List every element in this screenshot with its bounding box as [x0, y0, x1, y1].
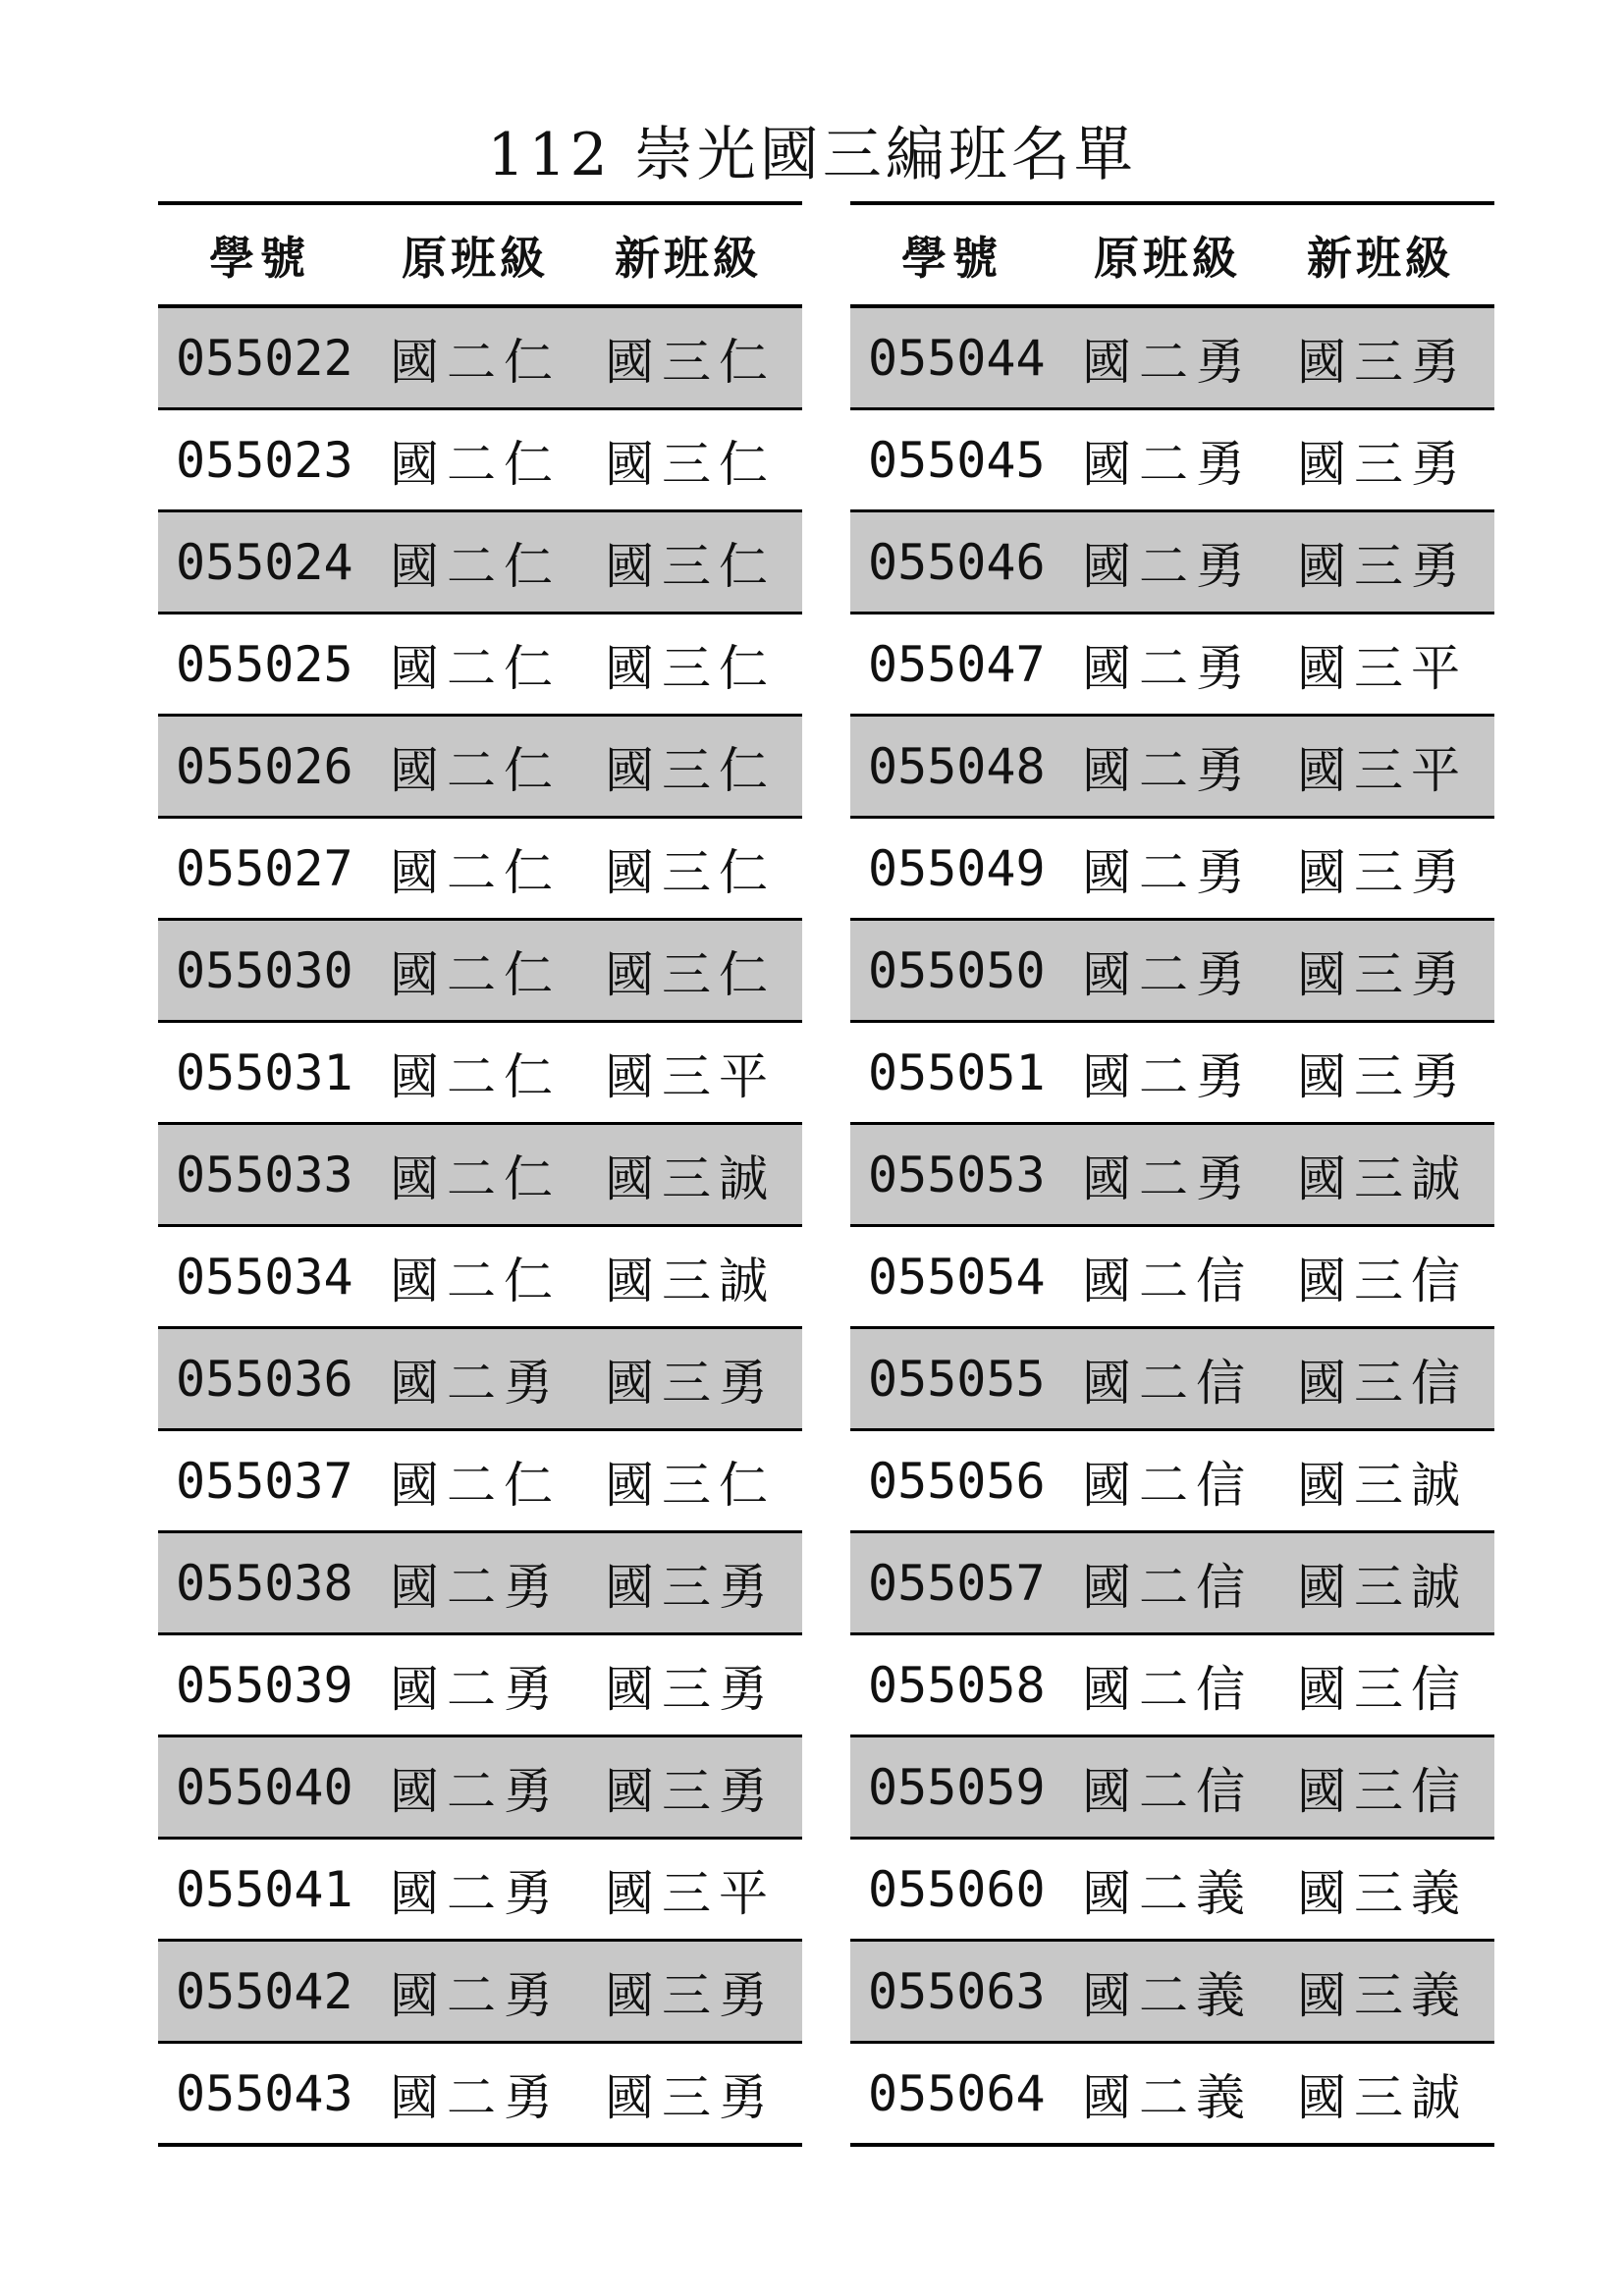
table-row	[850, 1227, 1494, 1329]
old-class-cell: 國二仁	[390, 537, 561, 595]
student-id-cell: 055030	[176, 941, 353, 999]
new-class-cell: 國三平	[605, 1047, 776, 1105]
new-class-cell: 國三信	[1297, 1354, 1468, 1412]
table-row	[158, 614, 802, 717]
table-header	[850, 205, 1494, 308]
old-class-cell: 國二仁	[390, 435, 561, 493]
new-class-cell: 國三仁	[605, 1456, 776, 1514]
student-id-cell: 055050	[868, 941, 1046, 999]
student-id-cell: 055047	[868, 635, 1046, 693]
new-class-cell: 國三仁	[605, 537, 776, 595]
table-row	[850, 1635, 1494, 1737]
table-header	[158, 205, 802, 308]
old-class-cell: 國二信	[1082, 1354, 1253, 1412]
table-row	[158, 2044, 802, 2147]
old-class-cell: 國二勇	[390, 1558, 561, 1616]
table-row	[850, 1840, 1494, 1942]
table-row	[850, 614, 1494, 717]
table-row	[158, 1125, 802, 1227]
old-class-cell: 國二信	[1082, 1660, 1253, 1718]
student-id-cell: 055040	[176, 1758, 353, 1816]
student-id-cell: 055039	[176, 1656, 353, 1714]
student-id-cell: 055046	[868, 533, 1046, 591]
new-class-cell: 國三誠	[1297, 1558, 1468, 1616]
table-row	[158, 1737, 802, 1840]
student-id-cell: 055051	[868, 1043, 1046, 1101]
student-id-cell: 055041	[176, 1860, 353, 1918]
student-id-cell: 055059	[868, 1758, 1046, 1816]
new-class-cell: 國三勇	[1297, 945, 1468, 1003]
table-row	[850, 1125, 1494, 1227]
student-id-cell: 055044	[868, 329, 1046, 387]
new-class-cell: 國三勇	[605, 1660, 776, 1718]
table-row	[850, 410, 1494, 512]
student-id-cell: 055033	[176, 1146, 353, 1203]
table-row	[158, 308, 802, 410]
new-class-cell: 國三仁	[605, 435, 776, 493]
header-new-class: 新班級	[615, 231, 762, 285]
new-class-cell: 國三信	[1297, 1660, 1468, 1718]
old-class-cell: 國二勇	[390, 1864, 561, 1922]
student-id-cell: 055054	[868, 1248, 1046, 1306]
old-class-cell: 國二信	[1082, 1456, 1253, 1514]
old-class-cell: 國二仁	[390, 1047, 561, 1105]
new-class-cell: 國三信	[1297, 1252, 1468, 1309]
student-id-cell: 055049	[868, 839, 1046, 897]
old-class-cell: 國二勇	[1082, 537, 1253, 595]
new-class-cell: 國三勇	[1297, 537, 1468, 595]
table-row	[158, 1840, 802, 1942]
old-class-cell: 國二勇	[390, 1660, 561, 1718]
old-class-cell: 國二信	[1082, 1252, 1253, 1309]
table-row	[850, 921, 1494, 1023]
table-row	[850, 2044, 1494, 2147]
old-class-cell: 國二義	[1082, 2068, 1253, 2126]
table-row	[850, 1329, 1494, 1431]
new-class-cell: 國三勇	[1297, 1047, 1468, 1105]
page-title: 112 崇光國三編班名單	[487, 121, 1137, 189]
student-id-cell: 055027	[176, 839, 353, 897]
new-class-cell: 國三平	[1297, 639, 1468, 697]
header-student-id: 學號	[901, 231, 1003, 285]
header-new-class: 新班級	[1307, 231, 1454, 285]
new-class-cell: 國三誠	[605, 1252, 776, 1309]
header-old-class: 原班級	[402, 231, 549, 285]
table-body-left	[158, 308, 802, 2147]
student-id-cell: 055042	[176, 1962, 353, 2020]
new-class-cell: 國三勇	[605, 1762, 776, 1820]
old-class-cell: 國二勇	[1082, 843, 1253, 901]
table-row	[850, 1023, 1494, 1125]
old-class-cell: 國二勇	[1082, 945, 1253, 1003]
table-body-right	[850, 308, 1494, 2147]
old-class-cell: 國二勇	[1082, 639, 1253, 697]
old-class-cell: 國二信	[1082, 1558, 1253, 1616]
new-class-cell: 國三仁	[605, 843, 776, 901]
table-row	[850, 819, 1494, 921]
student-id-cell: 055053	[868, 1146, 1046, 1203]
table-row	[158, 819, 802, 921]
old-class-cell: 國二勇	[1082, 333, 1253, 391]
new-class-cell: 國三仁	[605, 333, 776, 391]
new-class-cell: 國三誠	[1297, 1149, 1468, 1207]
table-row	[158, 1635, 802, 1737]
student-id-cell: 055057	[868, 1554, 1046, 1612]
student-id-cell: 055043	[176, 2064, 353, 2122]
student-id-cell: 055034	[176, 1248, 353, 1306]
table-row	[850, 1431, 1494, 1533]
student-id-cell: 055037	[176, 1452, 353, 1510]
table-row	[158, 1942, 802, 2044]
old-class-cell: 國二勇	[390, 1354, 561, 1412]
table-row	[850, 308, 1494, 410]
old-class-cell: 國二仁	[390, 741, 561, 799]
student-id-cell: 055063	[868, 1962, 1046, 2020]
student-id-cell: 055064	[868, 2064, 1046, 2122]
new-class-cell: 國三信	[1297, 1762, 1468, 1820]
new-class-cell: 國三仁	[605, 639, 776, 697]
old-class-cell: 國二勇	[390, 1762, 561, 1820]
student-id-cell: 055036	[176, 1350, 353, 1408]
table-row	[850, 1737, 1494, 1840]
student-id-cell: 055058	[868, 1656, 1046, 1714]
table-row	[850, 717, 1494, 819]
student-id-cell: 055045	[868, 431, 1046, 489]
student-id-cell: 055023	[176, 431, 353, 489]
table-row	[158, 410, 802, 512]
header-student-id: 學號	[209, 231, 311, 285]
old-class-cell: 國二仁	[390, 945, 561, 1003]
table-row	[158, 1227, 802, 1329]
new-class-cell: 國三勇	[605, 2068, 776, 2126]
new-class-cell: 國三勇	[1297, 843, 1468, 901]
old-class-cell: 國二仁	[390, 333, 561, 391]
old-class-cell: 國二勇	[390, 1966, 561, 2024]
student-id-cell: 055024	[176, 533, 353, 591]
new-class-cell: 國三勇	[605, 1354, 776, 1412]
table-row	[158, 1329, 802, 1431]
new-class-cell: 國三誠	[1297, 2068, 1468, 2126]
student-id-cell: 055048	[868, 737, 1046, 795]
table-row	[158, 1431, 802, 1533]
header-old-class: 原班級	[1094, 231, 1241, 285]
table-row	[850, 512, 1494, 614]
old-class-cell: 國二仁	[390, 1252, 561, 1309]
table-row	[158, 1023, 802, 1125]
student-id-cell: 055022	[176, 329, 353, 387]
old-class-cell: 國二勇	[390, 2068, 561, 2126]
student-id-cell: 055031	[176, 1043, 353, 1101]
table-row	[158, 717, 802, 819]
new-class-cell: 國三勇	[605, 1966, 776, 2024]
old-class-cell: 國二勇	[1082, 741, 1253, 799]
new-class-cell: 國三義	[1297, 1864, 1468, 1922]
old-class-cell: 國二仁	[390, 1149, 561, 1207]
new-class-cell: 國三平	[1297, 741, 1468, 799]
student-id-cell: 055056	[868, 1452, 1046, 1510]
new-class-cell: 國三義	[1297, 1966, 1468, 2024]
student-id-cell: 055025	[176, 635, 353, 693]
new-class-cell: 國三仁	[605, 741, 776, 799]
old-class-cell: 國二義	[1082, 1864, 1253, 1922]
new-class-cell: 國三勇	[1297, 333, 1468, 391]
table-row	[158, 921, 802, 1023]
class-list-table-right	[850, 201, 1494, 2147]
student-id-cell: 055060	[868, 1860, 1046, 1918]
table-row	[158, 1533, 802, 1635]
table-row	[850, 1533, 1494, 1635]
new-class-cell: 國三勇	[1297, 435, 1468, 493]
old-class-cell: 國二信	[1082, 1762, 1253, 1820]
student-id-cell: 055026	[176, 737, 353, 795]
new-class-cell: 國三誠	[1297, 1456, 1468, 1514]
old-class-cell: 國二勇	[1082, 1047, 1253, 1105]
old-class-cell: 國二仁	[390, 843, 561, 901]
old-class-cell: 國二仁	[390, 639, 561, 697]
table-row	[158, 512, 802, 614]
old-class-cell: 國二仁	[390, 1456, 561, 1514]
new-class-cell: 國三仁	[605, 945, 776, 1003]
table-row	[850, 1942, 1494, 2044]
old-class-cell: 國二義	[1082, 1966, 1253, 2024]
new-class-cell: 國三平	[605, 1864, 776, 1922]
student-id-cell: 055038	[176, 1554, 353, 1612]
class-list-table-left	[158, 201, 802, 2147]
new-class-cell: 國三勇	[605, 1558, 776, 1616]
old-class-cell: 國二勇	[1082, 435, 1253, 493]
student-id-cell: 055055	[868, 1350, 1046, 1408]
old-class-cell: 國二勇	[1082, 1149, 1253, 1207]
new-class-cell: 國三誠	[605, 1149, 776, 1207]
